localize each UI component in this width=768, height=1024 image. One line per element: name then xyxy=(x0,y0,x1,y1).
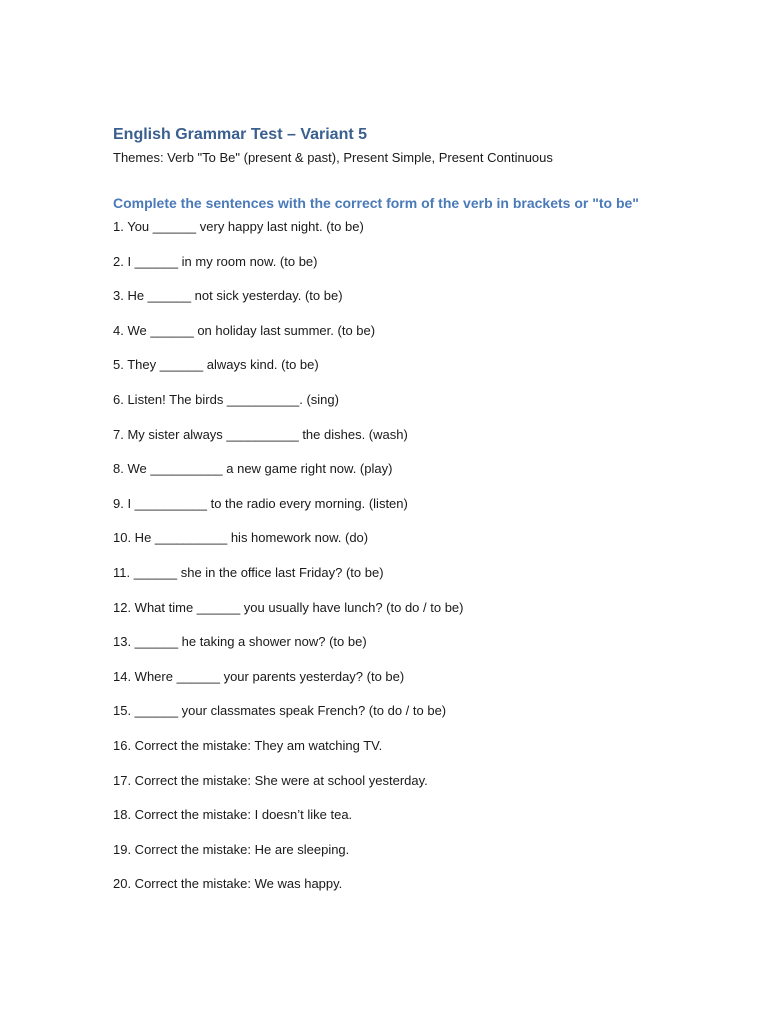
question-item: 9. I __________ to the radio every morning. (listen) xyxy=(113,495,408,511)
document-page xyxy=(113,124,733,909)
question-item: 10. He __________ his homework now. (do) xyxy=(113,530,369,546)
question-item: 11. ______ she in the office last Friday? (to be) xyxy=(113,564,384,580)
question-item: 6. Listen! The birds __________. (sing) xyxy=(113,391,339,407)
question-item: 7. My sister always __________ the dishes. (wash) xyxy=(113,426,408,442)
question-item: 15. ______ your classmates speak French? (to do / to be) xyxy=(113,703,447,719)
question-item: 13. ______ he taking a shower now? (to be) xyxy=(113,634,367,650)
question-item: 3. He ______ not sick yesterday. (to be) xyxy=(113,288,343,304)
question-item: 8. We __________ a new game right now. (play) xyxy=(113,461,393,477)
question-item: 20. Correct the mistake: We was happy. xyxy=(113,876,343,892)
document-title: English Grammar Test – Variant 5 xyxy=(113,126,368,143)
question-item: 2. I ______ in my room now. (to be) xyxy=(113,253,318,269)
question-item: 4. We ______ on holiday last summer. (to be) xyxy=(113,322,376,338)
question-item: 14. Where ______ your parents yesterday? (to be) xyxy=(113,668,405,684)
question-item: 18. Correct the mistake: I doesn’t like tea. xyxy=(113,807,353,823)
question-item: 19. Correct the mistake: He are sleeping. xyxy=(113,841,350,857)
question-item: 5. They ______ always kind. (to be) xyxy=(113,357,319,373)
question-list xyxy=(113,217,733,894)
question-item: 17. Correct the mistake: She were at school yesterday. xyxy=(113,772,428,788)
exercise-instruction: Complete the sentences with the correct form of the verb in brackets or "to be" xyxy=(113,195,639,211)
question-item: 1. You ______ very happy last night. (to be) xyxy=(113,219,364,234)
question-item: 16. Correct the mistake: They am watching TV. xyxy=(113,737,383,753)
document-themes: Themes: Verb "To Be" (present & past), Present Simple, Present Continuous xyxy=(113,150,553,165)
question-item: 12. What time ______ you usually have lunch? (to do / to be) xyxy=(113,599,464,615)
